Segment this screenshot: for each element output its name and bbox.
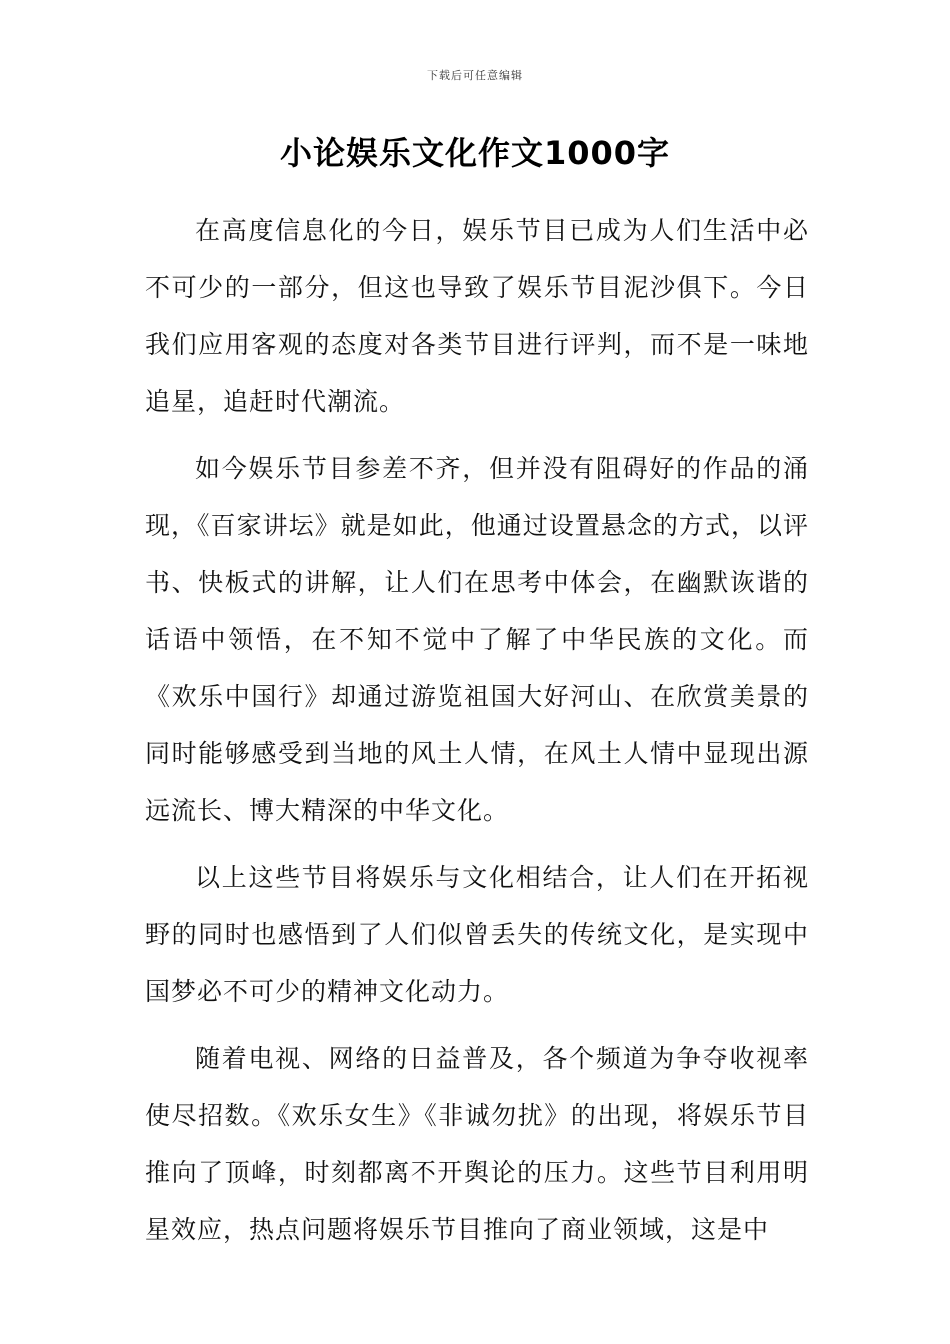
paragraph-1: 在高度信息化的今日，娱乐节目已成为人们生活中必不可少的一部分，但这也导致了娱乐节目泥沙俱下。今日我们应用客观的态度对各类节目进行评判，而不是一味地追星，追赶时代潮流。 bbox=[145, 216, 809, 416]
paragraph-2: 如今娱乐节目参差不齐，但并没有阻碍好的作品的涌现，《百家讲坛》就是如此，他通过设置悬念的方式，以评书、快板式的讲解，让人们在思考中体会，在幽默诙谐的话语中领悟，在不知不觉中了解了中华民族的文化。而《欢乐中国行》却通过游览祖国大好河山、在欣赏美景的同时能够感受到当地的风土人情，在风土人情中显现出源远流长、博大精深的中华文化。 bbox=[145, 454, 809, 825]
header-note: 下载后可任意编辑 bbox=[427, 69, 523, 82]
paragraph-4: 随着电视、网络的日益普及，各个频道为争夺收视率使尽招数。《欢乐女生》《非诚勿扰》的出现，将娱乐节目推向了顶峰，时刻都离不开舆论的压力。这些节目利用明星效应，热点问题将娱乐节目推向了商业领域，这是中 bbox=[145, 1044, 809, 1244]
document-body bbox=[145, 202, 809, 1268]
document-title: 小论娱乐文化作文1000字 bbox=[279, 134, 671, 172]
paragraph-3: 以上这些节目将娱乐与文化相结合，让人们在开拓视野的同时也感悟到了人们似曾丢失的传统文化，是实现中国梦必不可少的精神文化动力。 bbox=[145, 863, 809, 1006]
